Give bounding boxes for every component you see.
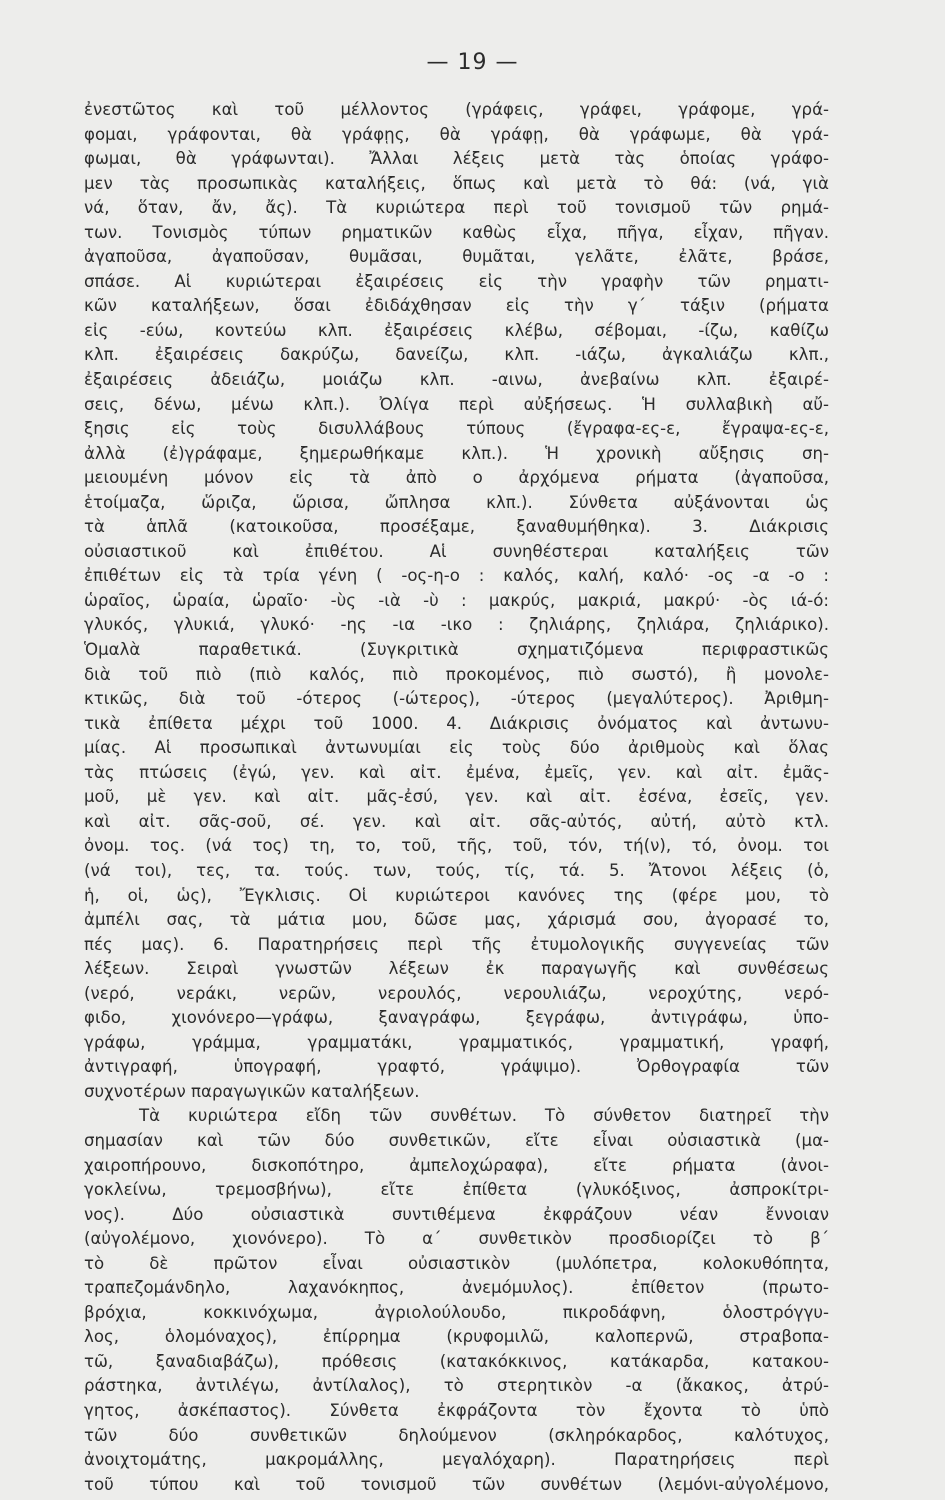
text-line: μίας. Αἱ προσωπικαὶ ἀντωνυμίαι εἰς τοὺς δύο ἀριθμοὺς καὶ ὅλας (84, 738, 829, 758)
text-line: φιδο, χιονόνερο—γράφω, ξαναγράφω, ξεγράφω, ἀντιγράφω, ὑπο- (84, 1008, 829, 1028)
text-line: τὰ ἁπλᾶ (κατοικοῦσα, προσέξαμε, ξαναθυμήθηκα). 3. Διάκρισις (84, 517, 829, 537)
text-line: οὐσιαστικοῦ καὶ ἐπιθέτου. Αἱ συνηθέστεραι καταλήξεις τῶν (84, 541, 829, 561)
text-line: εἰς -εύω, κοντεύω κλπ. ἐξαιρέσεις κλέβω, σέβομαι, -ίζω, καθίζω (84, 320, 829, 340)
text-line: τοῦ τύπου καὶ τοῦ τονισμοῦ τῶν συνθέτων (λεμόνι-αὐγολέμονο, (84, 1474, 829, 1494)
text-line: (αὐγολέμονο, χιονόνερο). Τὸ α΄ συνθετικὸν προσδιορίζει τὸ β΄ (84, 1229, 829, 1249)
text-line: σεις, δένω, μένω κλπ.). Ὀλίγα περὶ αὐξήσεως. Ἡ συλλαβικὴ αὔ- (84, 394, 829, 414)
text-line: ἀγαποῦσα, ἀγαποῦσαν, θυμᾶσαι, θυμᾶται, γελᾶτε, ἐλᾶτε, βράσε, (84, 247, 829, 267)
text-line: ὡραῖος, ὡραία, ὡραῖο· -ὺς -ιὰ -ὺ : μακρύς, μακριά, μακρύ· -ὸς ιά-ό: (84, 590, 829, 610)
text-line: ἀμπέλι σας, τὰ μάτια μου, δῶσε μας, χάρισμά σου, ἀγορασέ το, (84, 910, 829, 930)
text-line: κλπ. ἐξαιρέσεις δακρύζω, δανείζω, κλπ. -ιάζω, ἀγκαλιάζω κλπ., (84, 345, 829, 365)
text-line: τὰς πτώσεις (ἐγώ, γεν. καὶ αἰτ. ἐμένα, ἐμεῖς, γεν. καὶ αἰτ. ἐμᾶς- (84, 762, 829, 782)
text-line: ξησις εἰς τοὺς δισυλλάβους τύπους (ἔγραφα-ες-ε, ἔγραψα-ες-ε, (84, 419, 829, 439)
text-line: Ὁμαλὰ παραθετικά. (Συγκριτικὰ σχηματιζόμενα περιφραστικῶς (84, 640, 829, 660)
page-number: — 19 — (426, 50, 519, 75)
text-line: ἀνοιχτομάτης, μακρομάλλης, μεγαλόχαρη). Παρατηρήσεις περὶ (84, 1450, 829, 1470)
text-line: (νά τοι), τες, τα. τούς. των, τούς, τίς, τά. 5. Ἄτονοι λέξεις (ὁ, (84, 860, 829, 880)
text-line: ἐξαιρέσεις ἀδειάζω, μοιάζω κλπ. -αινω, ἀνεβαίνω κλπ. ἐξαιρέ- (84, 370, 829, 390)
text-line: γράφω, γράμμα, γραμματάκι, γραμματικός, γραμματική, γραφή, (84, 1032, 829, 1052)
text-line: κῶν καταλήξεων, ὅσαι ἐδιδάχθησαν εἰς τὴν γ΄ τάξιν (ρήματα (84, 296, 829, 316)
text-line: λος, ὁλομόναχος), ἐπίρρημα (κρυφομιλῶ, καλοπερνῶ, στραβοπα- (84, 1327, 829, 1347)
text-line: φωμαι, θὰ γράφωνται). Ἄλλαι λέξεις μετὰ τὰς ὁποίας γράφο- (84, 149, 829, 169)
text-line: ράστηκα, ἀντιλέγω, ἀντίλαλος), τὸ στερητικὸν -α (ἄκακος, ἀτρύ- (84, 1376, 829, 1396)
text-line: μεν τὰς προσωπικὰς καταλήξεις, ὅπως καὶ μετὰ τὸ θά: (νά, γιὰ (84, 173, 829, 193)
text-line: τὸ δὲ πρῶτον εἶναι οὐσιαστικὸν (μυλόπετρα, κολοκυθόπητα, (84, 1253, 829, 1273)
text-line: μειουμένη μόνον εἰς τὰ ἀπὸ ο ἀρχόμενα ρήματα (ἀγαποῦσα, (84, 468, 829, 488)
text-line: γοκλείνω, τρεμοσβήνω), εἴτε ἐπίθετα (γλυκόξινος, ἀσπροκίτρι- (84, 1180, 829, 1200)
text-line: Τὰ κυριώτερα εἴδη τῶν συνθέτων. Τὸ σύνθετον διατηρεῖ τὴν (139, 1106, 829, 1126)
text-line: ἑτοίμαζα, ὥριζα, ὥρισα, ὤπλησα κλπ.). Σύνθετα αὐξάνονται ὡς (84, 492, 829, 512)
text-line: φομαι, γράφονται, θὰ γράφῃς, θὰ γράφῃ, θὰ γράφωμε, θὰ γρά- (84, 124, 829, 144)
text-line: τῶν δύο συνθετικῶν δηλούμενον (σκληρόκαρδος, καλότυχος, (84, 1425, 829, 1445)
text-line: συχνοτέρων παραγωγικῶν καταλήξεων. (84, 1081, 420, 1101)
text-line: νος). Δύο οὐσιαστικὰ συντιθέμενα ἐκφράζουν νέαν ἔννοιαν (84, 1204, 829, 1224)
text-line: ἐπιθέτων εἰς τὰ τρία γένη ( -ος-η-ο : καλός, καλή, καλό· -ος -α -ο : (84, 566, 829, 586)
text-line: τραπεζομάνδηλο, λαχανόκηπος, ἀνεμόμυλος). ἐπίθετον (πρωτο- (84, 1278, 829, 1298)
text-line: (νερό, νεράκι, νερῶν, νερουλός, νερουλιάζω, νεροχύτης, νερό- (84, 983, 829, 1003)
text-line: διὰ τοῦ πιὸ (πιὸ καλός, πιὸ προκομένος, πιὸ σωστό), ἢ μονολε- (84, 664, 829, 684)
text-line: καὶ αἰτ. σᾶς-σοῦ, σέ. γεν. καὶ αἰτ. σᾶς-αὐτός, αὐτή, αὐτὸ κτλ. (84, 811, 829, 831)
text-line: γητος, ἀσκέπαστος). Σύνθετα ἐκφράζοντα τὸν ἔχοντα τὸ ὑπὸ (84, 1400, 829, 1420)
text-line: τῶ, ξαναδιαβάζω), πρόθεσις (κατακόκκινος, κατάκαρδα, κατακου- (84, 1351, 829, 1371)
text-line: κτικῶς, διὰ τοῦ -ότερος (-ώτερος), -ύτερος (μεγαλύτερος). Ἀριθμη- (84, 689, 829, 709)
text-line: ἐνεστῶτος καὶ τοῦ μέλλοντος (γράφεις, γράφει, γράφομε, γρά- (84, 100, 829, 119)
text-line: τικὰ ἐπίθετα μέχρι τοῦ 1000. 4. Διάκρισις ὀνόματος καὶ ἀντωνυ- (84, 713, 829, 733)
text-line: πές μας). 6. Παρατηρήσεις περὶ τῆς ἐτυμολογικῆς συγγενείας τῶν (84, 934, 829, 954)
text-line: των. Τονισμὸς τύπων ρηματικῶν καθὼς εἶχα, πῆγα, εἶχαν, πῆγαν. (84, 222, 829, 242)
text-line: βρόχια, κοκκινόχωμα, ἀγριολούλουδο, πικροδάφνη, ὁλοστρόγγυ- (84, 1302, 829, 1322)
text-line: σημασίαν καὶ τῶν δύο συνθετικῶν, εἴτε εἶναι οὐσιαστικὰ (μα- (84, 1130, 829, 1150)
text-line: σπάσε. Αἱ κυριώτεραι ἐξαιρέσεις εἰς τὴν γραφὴν τῶν ρηματι- (84, 271, 829, 291)
text-line: ἡ, οἱ, ὡς), Ἔγκλισις. Οἱ κυριώτεροι κανόνες της (φέρε μου, τὸ (84, 885, 829, 905)
text-line: ἀντιγραφή, ὑπογραφή, γραφτό, γράψιμο). Ὀρθογραφία τῶν (84, 1057, 829, 1077)
text-line: ἀλλὰ (ἐ)γράφαμε, ξημερωθήκαμε κλπ.). Ἡ χρονικὴ αὔξησις ση- (84, 443, 829, 463)
body-text (84, 98, 829, 1497)
text-line: γλυκός, γλυκιά, γλυκό· -ης -ια -ικο : ζηλιάρης, ζηλιάρα, ζηλιάρικο). (84, 615, 829, 635)
text-line: λέξεων. Σειραὶ γνωστῶν λέξεων ἐκ παραγωγῆς καὶ συνθέσεως (84, 959, 829, 979)
text-line: ὀνομ. τος. (νά τος) τη, το, τοῦ, τῆς, τοῦ, τόν, τή(ν), τό, ὀνομ. τοι (84, 836, 829, 856)
text-line: χαιροπήρουνο, δισκοπότηρο, ἀμπελοχώραφα), εἴτε ρήματα (ἀνοι- (84, 1155, 829, 1175)
text-line: νά, ὅταν, ἄν, ἄς). Τὰ κυριώτερα περὶ τοῦ τονισμοῦ τῶν ρημά- (84, 198, 829, 218)
text-line: μοῦ, μὲ γεν. καὶ αἰτ. μᾶς-ἐσύ, γεν. καὶ αἰτ. ἐσένα, ἐσεῖς, γεν. (84, 787, 829, 807)
